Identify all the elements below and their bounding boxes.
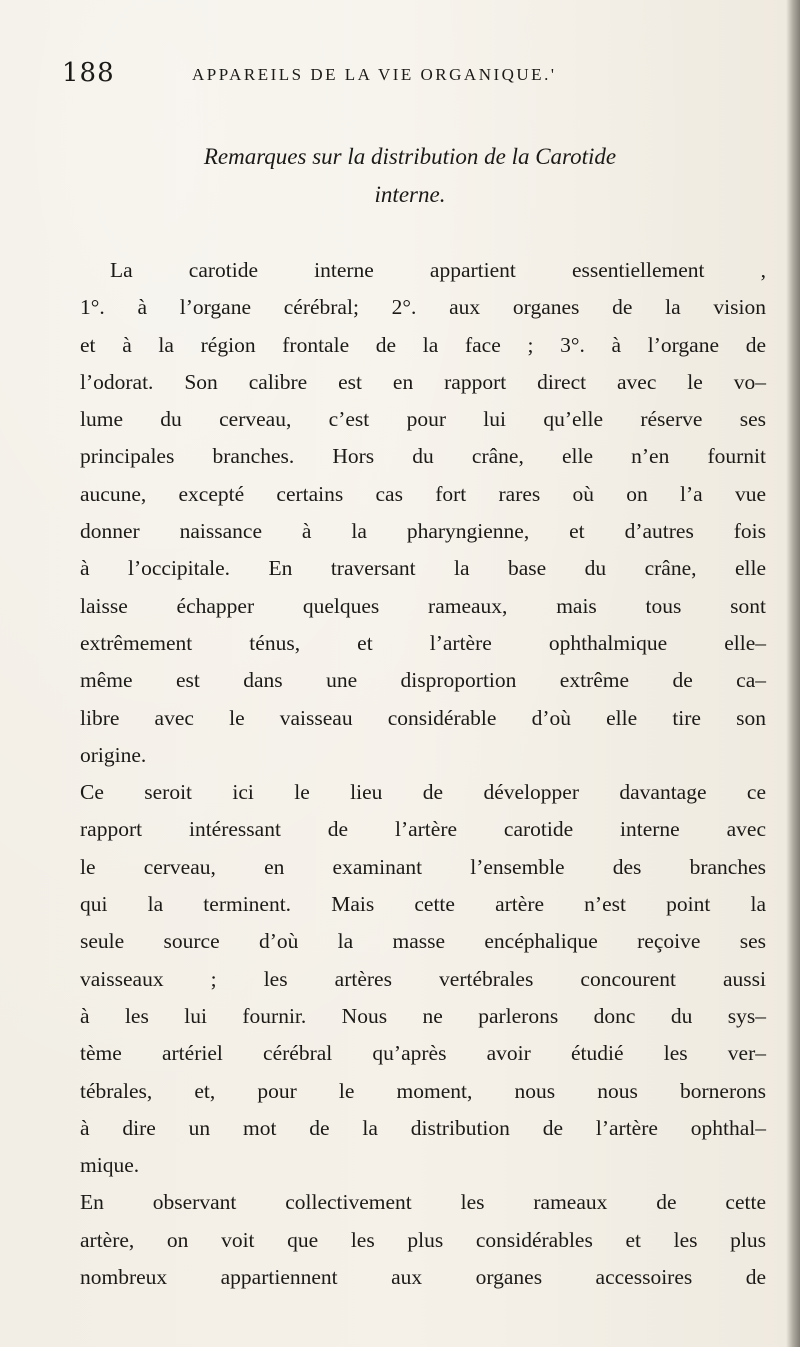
running-head: APPAREILS DE LA VIE ORGANIQUE.' — [192, 65, 557, 84]
text-line: mique. — [80, 1153, 140, 1178]
text-line: seule source d’où la masse encéphalique reçoive ses — [80, 929, 766, 954]
section-title — [90, 138, 730, 214]
text-line: même est dans une disproportion extrême de ca– — [80, 668, 766, 693]
text-line: En observant collectivement les rameaux de cette — [80, 1190, 766, 1215]
text-line: lume du cerveau, c’est pour lui qu’elle réserve ses — [80, 407, 766, 432]
text-line: aucune, excepté certains cas fort rares où on l’a vue — [80, 481, 766, 506]
text-line: libre avec le vaisseau considérable d’où elle tire son — [80, 705, 766, 730]
text-line: extrêmement ténus, et l’artère ophthalmique elle– — [80, 630, 766, 655]
section-title-line-2: interne. — [374, 182, 446, 207]
text-line: le cerveau, en examinant l’ensemble des branches — [80, 854, 766, 879]
page-edge-shadow — [786, 0, 800, 1347]
text-line: donner naissance à la pharyngienne, et d’autres fois — [80, 519, 766, 544]
text-line: à les lui fournir. Nous ne parlerons donc du sys– — [80, 1003, 766, 1028]
section-title-line-1: Remarques sur la distribution de la Carotide — [203, 144, 617, 169]
page-header — [62, 58, 762, 98]
text-line: vaisseaux ; les artères vertébrales concourent aussi — [80, 966, 766, 991]
text-line: l’odorat. Son calibre est en rapport direct avec le vo– — [80, 369, 766, 394]
text-line: à dire un mot de la distribution de l’artère ophthal– — [80, 1115, 766, 1140]
body-text — [80, 252, 766, 1296]
text-line: origine. — [80, 742, 147, 767]
text-line: La carotide interne appartient essentiellement , — [110, 258, 766, 282]
text-line: nombreux appartiennent aux organes accessoires de — [80, 1265, 766, 1290]
text-line: rapport intéressant de l’artère carotide interne avec — [80, 817, 766, 842]
text-line: et à la région frontale de la face ; 3°. à l’organe de — [80, 332, 766, 357]
text-line: qui la terminent. Mais cette artère n’est point la — [80, 892, 766, 917]
text-line: Ce seroit ici le lieu de développer davantage ce — [80, 780, 766, 805]
text-line: à l’occipitale. En traversant la base du crâne, elle — [80, 556, 766, 581]
text-line: principales branches. Hors du crâne, elle n’en fournit — [80, 444, 766, 469]
text-line: tème artériel cérébral qu’après avoir étudié les ver– — [80, 1041, 766, 1066]
text-line: 1°. à l’organe cérébral; 2°. aux organes de la vision — [80, 295, 766, 320]
text-line: artère, on voit que les plus considérables et les plus — [80, 1227, 766, 1252]
text-line: laisse échapper quelques rameaux, mais tous sont — [80, 593, 766, 618]
page-number: 188 — [62, 58, 115, 88]
text-line: tébrales, et, pour le moment, nous nous bornerons — [80, 1078, 766, 1103]
